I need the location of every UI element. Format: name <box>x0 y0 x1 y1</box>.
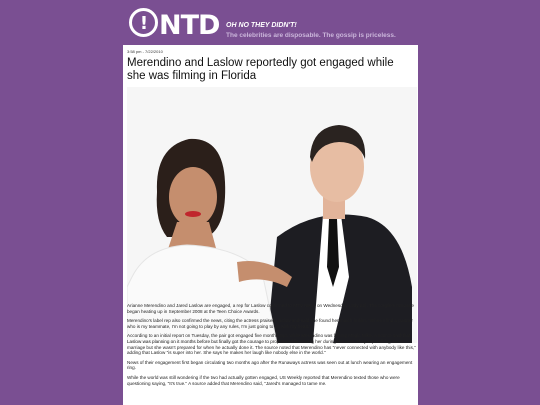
post-body <box>127 303 417 390</box>
post-paragraph: According to an initial report on Tuesday, the pair got engaged five months ago, while Merendino was filming Magic Mike. A source said that Laslow was planning on it months before but finally got the courage to propose while visiting her during the time. They kept talking about marriage but she wasn't prepared for when he actually done it. The source noted that Merendino has "never connected with anybody like this," adding that Laslow "is super into her. She says he makes her laugh like nobody else in the world." <box>127 333 416 356</box>
post-paragraph: While the world was still wondering if the two had actually gotten engaged, US Weekly reported that Merendino texted those who were questioning saying, "It's true." A source added that Merendino said, "Jared's managed to tame me. <box>127 374 400 386</box>
post-timestamp: 3:58 pm - 7/22/2010 <box>127 49 163 54</box>
post-paragraph: Arianne Merendino and Jared Laslow are engaged, a rep for Laslow confirmed to MTV News on Wednesday (July 22). The couple's romance began heating up in September 2008 at the Teen Choice Awards. <box>127 303 414 314</box>
logo-exclaim-icon <box>129 8 158 37</box>
site-subtagline: The celebrities are disposable. The gossip is priceless. <box>226 32 396 39</box>
post-title[interactable]: Merendino and Laslow reportedly got engaged while she was filming in Florida <box>127 57 394 82</box>
post-paragraph: News of their engagement first began circulating two months ago after the Runaways actress was seen out at lunch wearing an engagement ring. <box>127 359 413 371</box>
site-tagline: OH NO THEY DIDN'T! <box>226 22 297 29</box>
post-paragraph: Merendino's label rep also confirmed the news, citing the actress praised Laslow and said she found her match in him. "When I find a partner who is my teammate, I'm not going to play by any rules, I'm just going to go with my heart." <box>127 318 413 329</box>
post-container <box>123 45 418 405</box>
site-header <box>0 0 540 46</box>
site-logo[interactable] <box>129 8 219 41</box>
logo-text: NTD <box>159 10 220 41</box>
